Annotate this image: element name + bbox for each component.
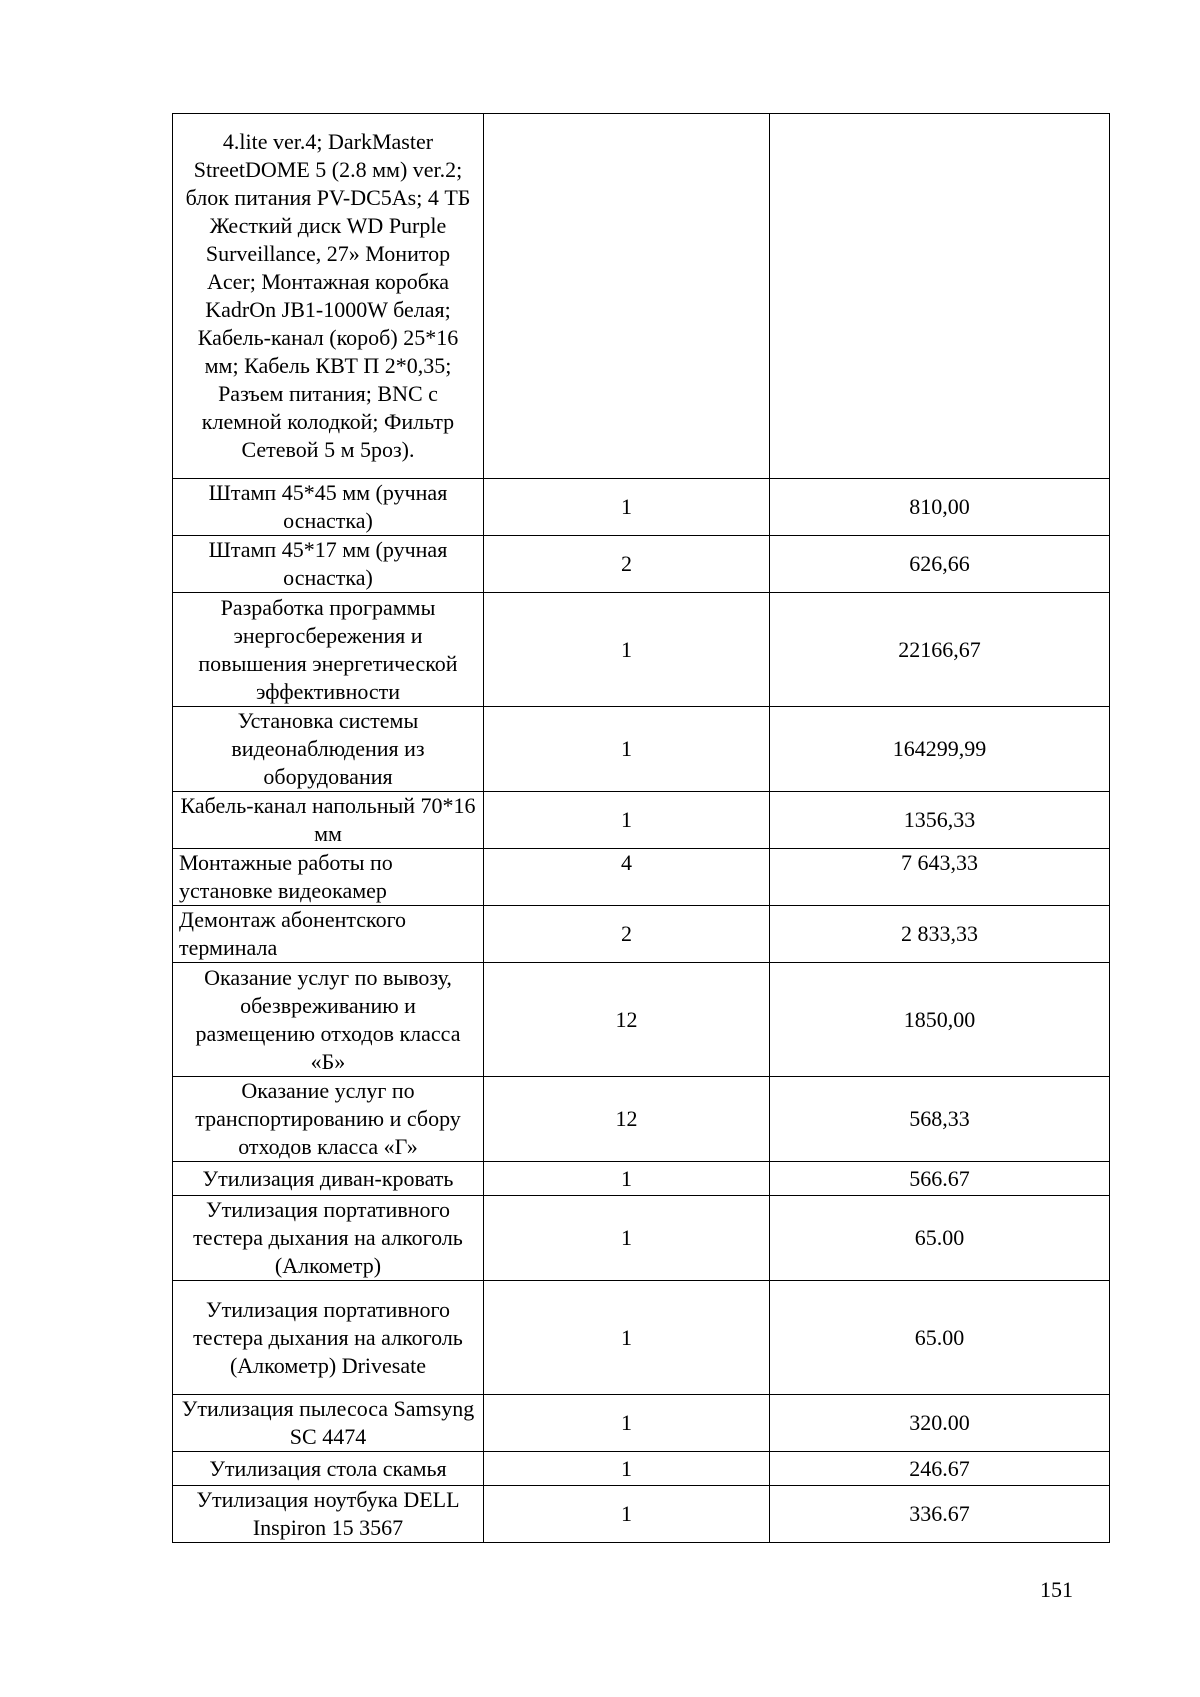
item-name-cell: Утилизация диван-кровать bbox=[173, 1162, 484, 1196]
item-name-cell: Установка системы видеонаблюдения из оборудования bbox=[173, 707, 484, 792]
price-cell: 65.00 bbox=[770, 1281, 1110, 1395]
price-cell: 320.00 bbox=[770, 1395, 1110, 1452]
table-row bbox=[173, 1486, 1110, 1543]
table-row bbox=[173, 707, 1110, 792]
price-cell: 246.67 bbox=[770, 1452, 1110, 1486]
quantity-cell: 12 bbox=[484, 1077, 770, 1162]
price-cell bbox=[770, 114, 1110, 479]
services-table bbox=[172, 113, 1110, 1543]
page-number: 151 bbox=[1040, 1577, 1073, 1602]
item-name-cell: Кабель-канал напольный 70*16 мм bbox=[173, 792, 484, 849]
table-row bbox=[173, 593, 1110, 707]
table-row bbox=[173, 849, 1110, 906]
table-row bbox=[173, 479, 1110, 536]
table-row bbox=[173, 1281, 1110, 1395]
item-name-cell: Демонтаж абонентского терминала bbox=[173, 906, 484, 963]
table-row bbox=[173, 906, 1110, 963]
quantity-cell: 1 bbox=[484, 1395, 770, 1452]
price-cell: 566.67 bbox=[770, 1162, 1110, 1196]
quantity-cell: 1 bbox=[484, 1486, 770, 1543]
price-cell: 336.67 bbox=[770, 1486, 1110, 1543]
price-cell: 1356,33 bbox=[770, 792, 1110, 849]
item-name-cell: Оказание услуг по вывозу, обезвреживанию и размещению отходов класса «Б» bbox=[173, 963, 484, 1077]
table-row bbox=[173, 1162, 1110, 1196]
quantity-cell bbox=[484, 114, 770, 479]
item-name-cell: Утилизация пылесоса Samsyng SC 4474 bbox=[173, 1395, 484, 1452]
table-row bbox=[173, 1452, 1110, 1486]
quantity-cell: 1 bbox=[484, 479, 770, 536]
table-row bbox=[173, 536, 1110, 593]
table-row bbox=[173, 1196, 1110, 1281]
table-row bbox=[173, 1395, 1110, 1452]
table-row bbox=[173, 1077, 1110, 1162]
quantity-cell: 12 bbox=[484, 963, 770, 1077]
item-name-cell: Разработка программы энергосбережения и повышения энергетической эффективности bbox=[173, 593, 484, 707]
quantity-cell: 1 bbox=[484, 1162, 770, 1196]
price-cell: 626,66 bbox=[770, 536, 1110, 593]
item-name-cell: Монтажные работы по установке видеокамер bbox=[173, 849, 484, 906]
quantity-cell: 1 bbox=[484, 593, 770, 707]
price-cell: 1850,00 bbox=[770, 963, 1110, 1077]
quantity-cell: 1 bbox=[484, 1452, 770, 1486]
item-name-cell: Утилизация ноутбука DELL Inspiron 15 3567 bbox=[173, 1486, 484, 1543]
quantity-cell: 2 bbox=[484, 906, 770, 963]
quantity-cell: 1 bbox=[484, 1196, 770, 1281]
quantity-cell: 1 bbox=[484, 1281, 770, 1395]
table-row bbox=[173, 963, 1110, 1077]
item-name-cell: 4.lite ver.4; DarkMaster StreetDOME 5 (2.8 мм) ver.2; блок питания PV-DC5As; 4 ТБ Жесткий диск WD Purple Surveillance, 27» Монитор Acer; Монтажная коробка KadrOn JB1-1000W белая; Кабель-канал (короб) 25*16 мм; Кабель КВТ П 2*0,35; Разъем питания; BNC с клемной колодкой; Фильтр Сетевой 5 м 5роз). bbox=[173, 114, 484, 479]
item-name-cell: Штамп 45*17 мм (ручная оснастка) bbox=[173, 536, 484, 593]
item-name-cell: Утилизация портативного тестера дыхания на алкоголь (Алкометр) bbox=[173, 1196, 484, 1281]
item-name-cell: Утилизация портативного тестера дыхания на алкоголь (Алкометр) Drivesate bbox=[173, 1281, 484, 1395]
quantity-cell: 4 bbox=[484, 849, 770, 906]
item-name-cell: Оказание услуг по транспортированию и сбору отходов класса «Г» bbox=[173, 1077, 484, 1162]
quantity-cell: 2 bbox=[484, 536, 770, 593]
quantity-cell: 1 bbox=[484, 792, 770, 849]
table-row bbox=[173, 114, 1110, 479]
price-cell: 2 833,33 bbox=[770, 906, 1110, 963]
price-cell: 164299,99 bbox=[770, 707, 1110, 792]
price-cell: 22166,67 bbox=[770, 593, 1110, 707]
item-name-cell: Утилизация стола скамья bbox=[173, 1452, 484, 1486]
item-name-cell: Штамп 45*45 мм (ручная оснастка) bbox=[173, 479, 484, 536]
table-row bbox=[173, 792, 1110, 849]
price-cell: 810,00 bbox=[770, 479, 1110, 536]
price-cell: 568,33 bbox=[770, 1077, 1110, 1162]
price-cell: 65.00 bbox=[770, 1196, 1110, 1281]
price-cell: 7 643,33 bbox=[770, 849, 1110, 906]
quantity-cell: 1 bbox=[484, 707, 770, 792]
